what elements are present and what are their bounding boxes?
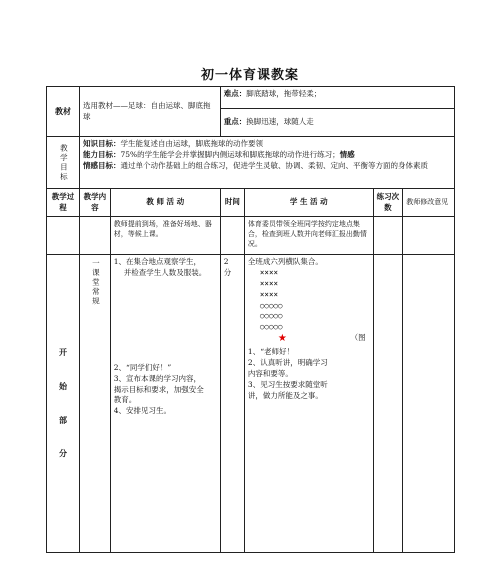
teacher-line-1: 1、在集合地点观察学生， <box>113 257 202 266</box>
formation-row-4: ○○○○○ <box>259 300 283 310</box>
emotion-label-tail: 情感 <box>339 149 355 159</box>
student-line-3: 内容和要等。 <box>247 368 293 378</box>
lesson-plan-table <box>46 86 455 553</box>
key-label: 重点： <box>223 117 247 127</box>
content-routine: 一课堂常规 <box>91 259 101 307</box>
header-teacher: 教 师 活 动 <box>110 189 220 217</box>
time-cell <box>220 255 244 553</box>
formation-row-5: ○○○○○ <box>259 311 283 321</box>
header-reps: 练习次数 <box>373 189 403 217</box>
notes-cell <box>403 255 455 553</box>
emotion-label: 情感目标： <box>82 160 121 170</box>
teacher-line-11: 揭示目标和要求，加强安全 <box>113 384 204 394</box>
student-line-5: 讲，做力所能及之事。 <box>247 390 323 400</box>
teacher-line-10: 3、宣布本课的学习内容， <box>113 373 202 383</box>
material-label: 教材 <box>54 105 71 116</box>
difficulty-label: 难点： <box>223 89 247 98</box>
student-line-4: 3、见习生按要求随堂听 <box>247 379 328 389</box>
formation-row-2: ×××× <box>259 278 278 288</box>
material-label-cell <box>47 87 80 137</box>
section-char-4: 分 <box>58 448 67 459</box>
teacher-line-13: 4、安排见习生。 <box>113 406 172 416</box>
teacher-star-icon: ★ <box>277 333 287 345</box>
material-content: 选用教材——足球：自由运球、脚底拖球 <box>79 87 220 137</box>
section-char-3: 部 <box>58 414 67 425</box>
section-label-cell <box>47 255 80 553</box>
prep-process <box>47 217 80 255</box>
prep-notes <box>403 217 455 255</box>
difficulty-text: 脚底踏球，拖带轻柔； <box>246 89 322 98</box>
header-notes: 教师修改意见 <box>403 189 455 217</box>
prep-reps <box>373 217 403 255</box>
knowledge-text: 学生能复述自由运球，脚底拖球的动作要领 <box>120 139 263 148</box>
teacher-line-2: 并检查学生人数及服装。 <box>123 267 207 277</box>
section-char-2: 始 <box>58 380 67 391</box>
student-activity-cell <box>244 255 373 553</box>
student-line-2: 2、认真听讲，明确学习 <box>247 358 328 367</box>
content-cell <box>79 255 110 553</box>
teacher-line-12: 教育。 <box>113 395 137 405</box>
ability-text: 75%的学生能学会并掌握脚内侧运球和脚底拖球的动作进行练习； <box>120 149 340 159</box>
prep-content <box>79 217 110 255</box>
time-value: 2分 <box>223 257 232 277</box>
ability-label: 能力目标： <box>82 149 121 159</box>
key-text: 换脚迅速，球随人走 <box>246 117 314 127</box>
reps-cell <box>373 255 403 553</box>
emotion-text: 通过单个动作基础上的组合练习，促进学生灵敏、协调、柔韧、定向、平衡等方面的身体素质 <box>120 160 428 170</box>
teacher-line-9: 2、“同学们好！” <box>113 362 172 372</box>
header-time: 时间 <box>220 189 244 217</box>
header-process: 教学过程 <box>47 189 80 217</box>
formation-diagram <box>248 268 370 333</box>
formation-row-6: ○○○○○ <box>259 322 283 332</box>
objectives-label-cell <box>47 137 80 189</box>
prep-student: 体育委员带领全班同学按约定地点集合，检查到班人数并向老师汇报出勤情况。 <box>244 217 373 255</box>
prep-teacher: 教师提前到场，准备好场地、器材，等候上课。 <box>110 217 220 255</box>
page-title: 初一体育课教案 <box>200 68 299 83</box>
prep-time <box>220 217 244 255</box>
formation-row-3: ×××× <box>259 289 278 299</box>
section-char-1: 开 <box>58 347 67 358</box>
figure-note: （图 <box>350 333 366 343</box>
student-title: 全班成六列横队集合。 <box>247 257 323 266</box>
student-line-1: 1、“老师好！ <box>247 347 295 357</box>
teacher-activity-cell <box>110 255 220 553</box>
key-cell <box>220 109 454 137</box>
header-content: 教学内容 <box>79 189 110 217</box>
difficulty-cell <box>220 87 454 109</box>
formation-row-1: ×××× <box>259 267 278 277</box>
header-student: 学 生 活 动 <box>244 189 373 217</box>
objectives-label: 教学目标 <box>59 143 69 182</box>
objectives-cell <box>79 137 454 189</box>
knowledge-label: 知识目标： <box>82 139 121 148</box>
